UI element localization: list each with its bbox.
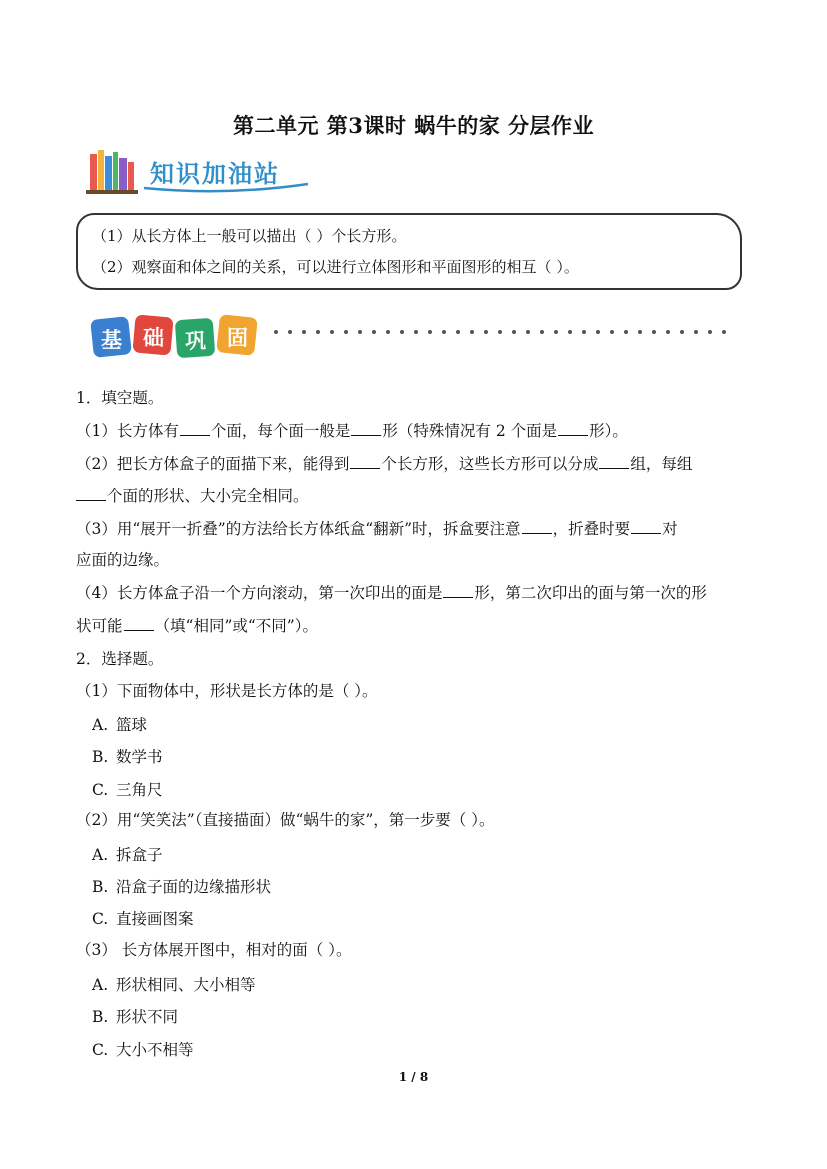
divider-dot [512, 330, 516, 334]
knowledge-line-1: （1）从长方体上一般可以描出（ ）个长方形。 [92, 227, 407, 245]
divider-dot [666, 330, 670, 334]
divider-dot [526, 330, 530, 334]
divider-dot [288, 330, 292, 334]
divider-dot [498, 330, 502, 334]
divider-dot [470, 330, 474, 334]
divider-dot [708, 330, 712, 334]
q2-2-option-b: B. 沿盒子面的边缘描形状 [92, 878, 272, 896]
q1-part-2a: （2）把长方体盒子的面描下来，能得到 个长方形，这些长方形可以分成 组，每组 [76, 455, 693, 473]
divider-dot [484, 330, 488, 334]
q2-stem-2: （2）用“笑笑法”（直接描面）做“蜗牛的家”，第一步要（ ）。 [76, 811, 495, 829]
divider-dot [344, 330, 348, 334]
blank [443, 583, 473, 598]
banner-char-3: 巩 [185, 329, 206, 353]
banner-char-4: 固 [227, 326, 248, 350]
q2-stem-1: （1）下面物体中，形状是长方体的是（ ）。 [76, 682, 378, 700]
blank [124, 616, 154, 631]
divider-dot [330, 330, 334, 334]
divider-dot [400, 330, 404, 334]
q2-2-option-a: A. 拆盒子 [92, 846, 163, 864]
section-banner-label: 知识加油站 [150, 160, 280, 188]
divider-dot [554, 330, 558, 334]
divider-dot [302, 330, 306, 334]
q2-3-option-c: C. 大小不相等 [92, 1041, 194, 1059]
knowledge-line-2: （2）观察面和体之间的关系，可以进行立体图形和平面图形的相互（ ）。 [92, 258, 579, 276]
blank [599, 454, 629, 469]
page-title: 第二单元 第3课时 蜗牛的家 分层作业 [232, 113, 595, 138]
blank [351, 421, 381, 436]
divider-dot [274, 330, 278, 334]
q2-1-option-c: C. 三角尺 [92, 781, 163, 799]
q2-3-option-a: A. 形状相同、大小相等 [92, 976, 256, 994]
banner-char-1: 基 [101, 328, 122, 352]
q2-3-option-b: B. 形状不同 [92, 1008, 179, 1026]
divider-dot [456, 330, 460, 334]
divider-dot [442, 330, 446, 334]
divider-dot [582, 330, 586, 334]
blank [558, 421, 588, 436]
divider-dot [624, 330, 628, 334]
q2-2-option-c: C. 直接画图案 [92, 910, 194, 928]
divider-dot [358, 330, 362, 334]
q2-heading: 2．选择题。 [76, 650, 164, 668]
divider-dot [638, 330, 642, 334]
blank [631, 519, 661, 534]
q1-part-2b: 个面的形状、大小完全相同。 [76, 486, 309, 506]
q1-part-4a: （4）长方体盒子沿一个方向滚动，第一次印出的面是 形，第二次印出的面与第一次的形 [76, 584, 707, 602]
divider-dot [428, 330, 432, 334]
section-banner-basics [86, 316, 286, 360]
divider-dot [372, 330, 376, 334]
blank [76, 486, 106, 501]
q1-heading: 1．填空题。 [76, 389, 164, 407]
divider-dot [680, 330, 684, 334]
banner-char-2: 础 [143, 326, 164, 350]
blank [522, 519, 552, 534]
dotted-divider [272, 327, 740, 337]
divider-dot [610, 330, 614, 334]
divider-dot [722, 330, 726, 334]
q1-part-4b: 状可能 （填“相同”或“不同”）。 [76, 617, 318, 635]
q1-part-3a: （3）用“展开一折叠”的方法给长方体纸盒“翻新”时，拆盒要注意 ，折叠时要 对 [76, 520, 678, 538]
blank [350, 454, 380, 469]
blank [180, 421, 210, 436]
divider-dot [694, 330, 698, 334]
divider-dot [316, 330, 320, 334]
q2-1-option-a: A. 篮球 [92, 716, 148, 734]
section-banner-knowledge [86, 148, 316, 196]
q1-part-3b: 应面的边缘。 [76, 551, 170, 569]
q2-stem-3: （3） 长方体展开图中，相对的面（ ）。 [76, 941, 352, 959]
divider-dot [540, 330, 544, 334]
q2-1-option-b: B. 数学书 [92, 748, 163, 766]
divider-dot [652, 330, 656, 334]
q1-part-1: （1）长方体有 个面，每个面一般是 形（特殊情况有 2 个面是 形）。 [76, 422, 628, 440]
divider-dot [386, 330, 390, 334]
page-number: 1 / 8 [398, 1070, 429, 1084]
divider-dot [568, 330, 572, 334]
divider-dot [596, 330, 600, 334]
divider-dot [414, 330, 418, 334]
